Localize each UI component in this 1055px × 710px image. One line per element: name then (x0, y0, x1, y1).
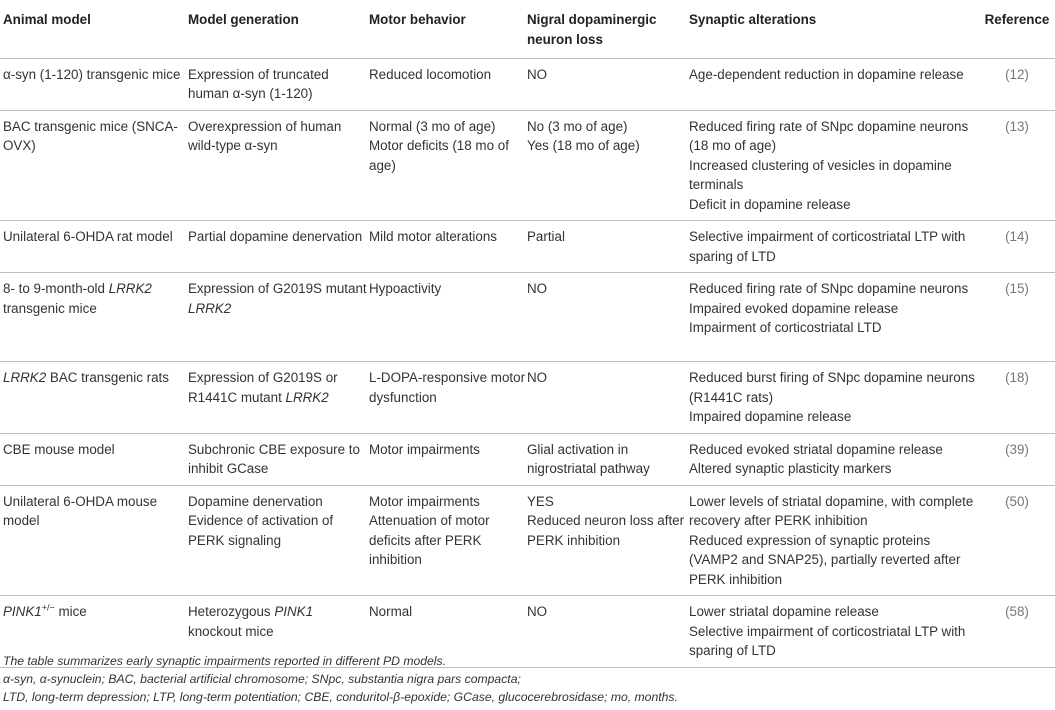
cell-reference: (14) (979, 221, 1055, 273)
cell-reference: (50) (979, 485, 1055, 596)
table-row (0, 58, 1055, 110)
cell-animal-model: CBE mouse model (0, 433, 188, 485)
cell-animal-model: Unilateral 6-OHDA rat model (0, 221, 188, 273)
header-synaptic-alterations: Synaptic alterations (689, 0, 979, 58)
cell-model-generation: Dopamine denervation Evidence of activation of PERK signaling (188, 485, 369, 596)
cell-synaptic: Lower levels of striatal dopamine, with complete recovery after PERK inhibition Reduced expression of synaptic proteins (VAMP2 and SNAP25), partially reverted after PERK inhibition (689, 485, 979, 596)
cell-reference: (58) (979, 596, 1055, 668)
cell-reference: (18) (979, 362, 1055, 434)
cell-animal-model: LRRK2 BAC transgenic rats (0, 362, 188, 434)
cell-neuron-loss: Glial activation in nigrostriatal pathway (527, 433, 689, 485)
table-row (0, 433, 1055, 485)
cell-model-generation: Overexpression of human wild-type α-syn (188, 110, 369, 221)
cell-motor-behavior: Hypoactivity (369, 273, 527, 362)
cell-synaptic: Reduced burst firing of SNpc dopamine neurons (R1441C rats) Impaired dopamine release (689, 362, 979, 434)
cell-animal-model: Unilateral 6-OHDA mouse model (0, 485, 188, 596)
cell-neuron-loss: YES Reduced neuron loss after PERK inhibition (527, 485, 689, 596)
cell-animal-model: BAC transgenic mice (SNCA-OVX) (0, 110, 188, 221)
cell-synaptic: Age-dependent reduction in dopamine release (689, 58, 979, 110)
cell-neuron-loss: NO (527, 596, 689, 668)
table-row (0, 273, 1055, 362)
cell-model-generation: Subchronic CBE exposure to inhibit GCase (188, 433, 369, 485)
cell-model-generation: Partial dopamine denervation (188, 221, 369, 273)
cell-neuron-loss: NO (527, 273, 689, 362)
cell-reference: (13) (979, 110, 1055, 221)
table-row (0, 221, 1055, 273)
table-row (0, 110, 1055, 221)
table-footnotes (3, 652, 678, 706)
cell-synaptic: Selective impairment of corticostriatal LTP with sparing of LTD (689, 221, 979, 273)
cell-motor-behavior: Motor impairments (369, 433, 527, 485)
header-motor-behavior: Motor behavior (369, 0, 527, 58)
header-reference: Reference (979, 0, 1055, 58)
cell-synaptic: Reduced firing rate of SNpc dopamine neurons (18 mo of age) Increased clustering of vesicles in dopamine terminals Deficit in dopamine release (689, 110, 979, 221)
cell-model-generation: Expression of G2019S or R1441C mutant LRRK2 (188, 362, 369, 434)
cell-model-generation: Expression of truncated human α-syn (1-120) (188, 58, 369, 110)
cell-motor-behavior: Motor impairments Attenuation of motor deficits after PERK inhibition (369, 485, 527, 596)
header-animal-model: Animal model (0, 0, 188, 58)
cell-neuron-loss: NO (527, 362, 689, 434)
cell-motor-behavior: Normal (369, 596, 527, 668)
cell-neuron-loss: No (3 mo of age) Yes (18 mo of age) (527, 110, 689, 221)
cell-reference: (15) (979, 273, 1055, 362)
cell-motor-behavior: Mild motor alterations (369, 221, 527, 273)
cell-motor-behavior: Reduced locomotion (369, 58, 527, 110)
cell-reference: (39) (979, 433, 1055, 485)
footnote-abbreviations-1: α-syn, α-synuclein; BAC, bacterial artificial chromosome; SNpc, substantia nigra pars compacta; (3, 672, 521, 686)
header-neuron-loss: Nigral dopaminergic neuron loss (527, 0, 689, 58)
cell-animal-model: α-syn (1-120) transgenic mice (0, 58, 188, 110)
footnote-abbreviations-2: LTD, long-term depression; LTP, long-term potentiation; CBE, conduritol-β-epoxide; GCase, glucocerebrosidase; mo, months. (3, 690, 678, 704)
header-model-generation: Model generation (188, 0, 369, 58)
cell-motor-behavior: L-DOPA-responsive motor dysfunction (369, 362, 527, 434)
table-row (0, 362, 1055, 434)
cell-neuron-loss: NO (527, 58, 689, 110)
cell-reference: (12) (979, 58, 1055, 110)
header-row (0, 0, 1055, 58)
cell-motor-behavior: Normal (3 mo of age) Motor deficits (18 mo of age) (369, 110, 527, 221)
footnote-summary: The table summarizes early synaptic impairments reported in different PD models. (3, 654, 446, 668)
cell-animal-model: PINK1+/− mice (0, 596, 188, 668)
cell-synaptic: Reduced firing rate of SNpc dopamine neurons Impaired evoked dopamine release Impairment of corticostriatal LTD (689, 273, 979, 362)
cell-synaptic: Lower striatal dopamine release Selective impairment of corticostriatal LTP with sparing of LTD (689, 596, 979, 668)
cell-model-generation: Heterozygous PINK1 knockout mice (188, 596, 369, 668)
cell-neuron-loss: Partial (527, 221, 689, 273)
cell-animal-model: 8- to 9-month-old LRRK2 transgenic mice (0, 273, 188, 362)
cell-model-generation: Expression of G2019S mutant LRRK2 (188, 273, 369, 362)
cell-synaptic: Reduced evoked striatal dopamine release Altered synaptic plasticity markers (689, 433, 979, 485)
table-row (0, 485, 1055, 596)
